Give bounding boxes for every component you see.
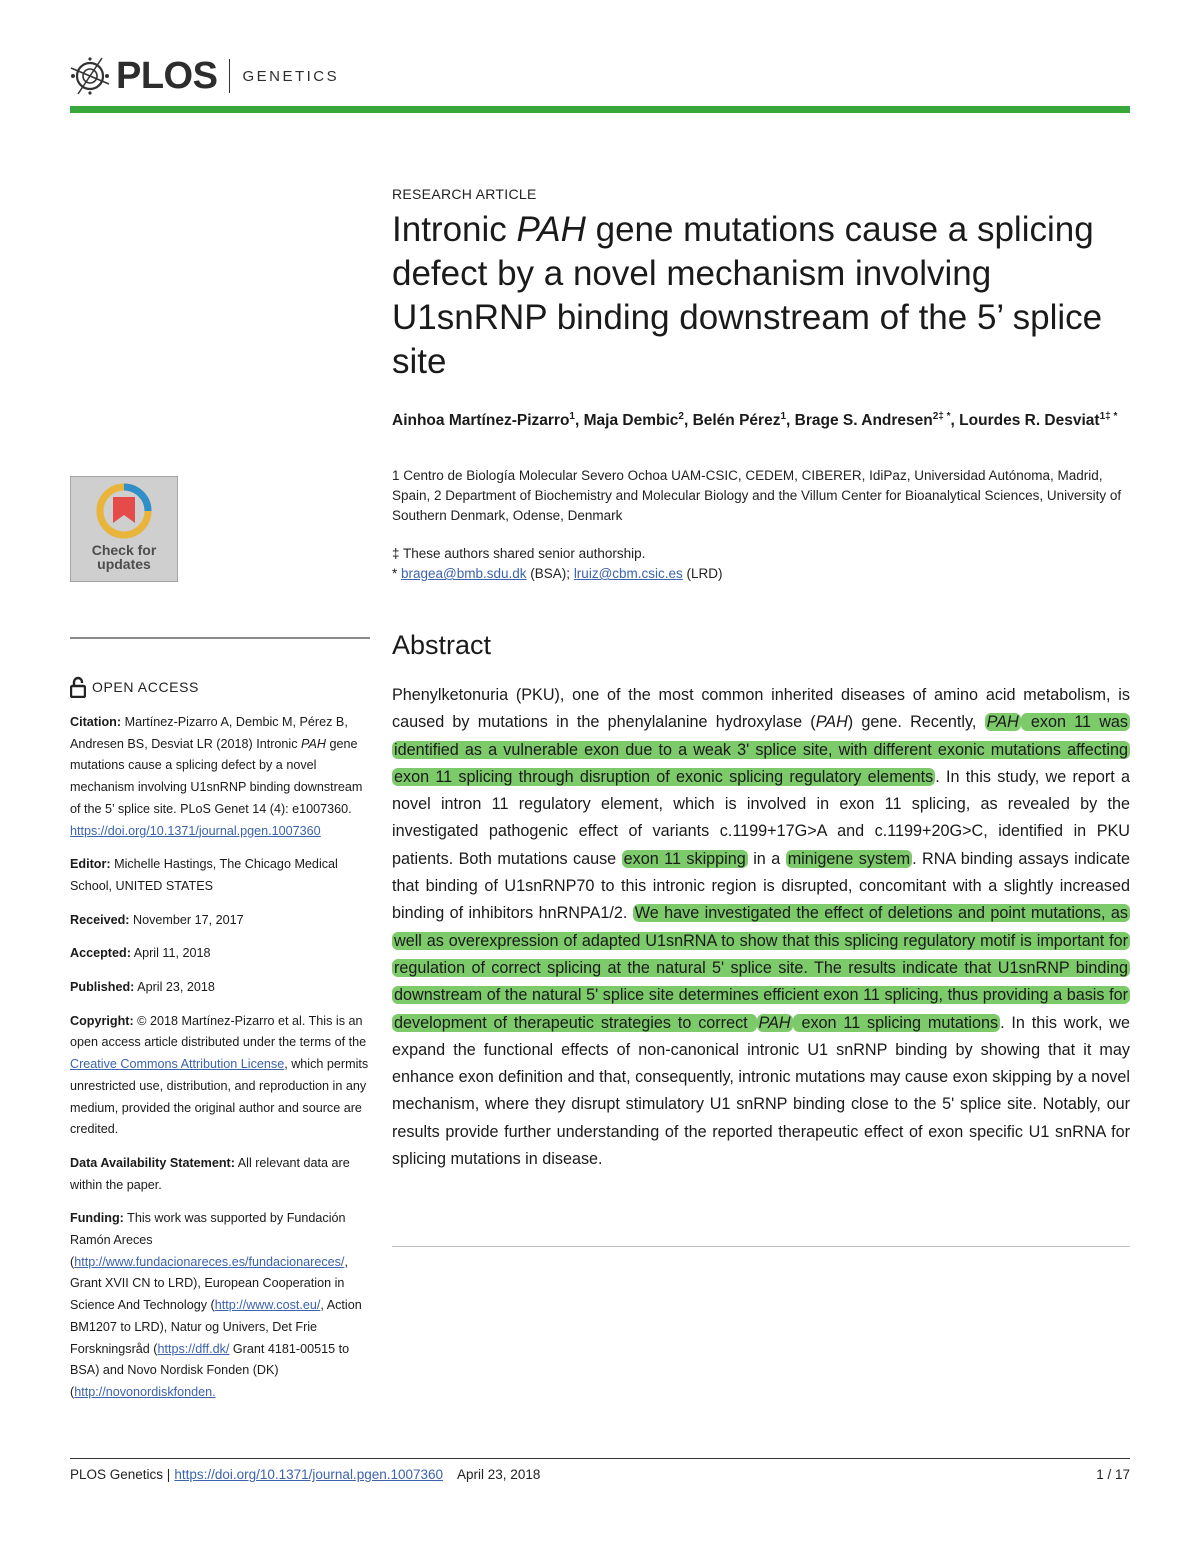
citation — [70, 712, 370, 842]
footer-journal: PLOS Genetics | — [70, 1467, 171, 1482]
accepted-date: April 11, 2018 — [130, 946, 211, 961]
header-rule — [70, 106, 1130, 113]
published — [70, 977, 370, 999]
title-text-2: gene mutations cause a splicing defect by a novel mechanism involving U1snRNP binding downstream of the 5’ splice site — [392, 210, 1103, 381]
abstract-segment: in a — [747, 849, 786, 868]
funding-text: This work was supported by Fundación Ramón Areces ( — [70, 1211, 346, 1269]
received-date: November 17, 2017 — [129, 912, 244, 927]
plos-logo — [68, 54, 339, 98]
abstract-text — [392, 682, 1130, 1173]
funding-link-dff[interactable]: https://dff.dk/ — [157, 1341, 230, 1356]
funding-link-areces[interactable]: http://www.fundacionareces.es/fundacionareces/ — [74, 1254, 345, 1269]
abstract-segment: PAH — [815, 713, 848, 732]
editor-label: Editor: — [70, 857, 111, 872]
journal-name: GENETICS — [242, 67, 340, 85]
corresp-prefix: * — [392, 566, 402, 581]
highlighted-text: We have investigated the effect of deletions and point mutations, as well as overexpression of adapted U1snRNA to show that this splicing regulatory motif is important for regulation of correct splicing at the natural 5' splice site. The results indicate that U1snRNP binding downstream of the natural 5' splice site determines efficient exon 11 splicing, thus providing a basis for development of therapeutic strategies to correct — [394, 904, 1128, 1032]
copyright-text-2: , which permits unrestricted use, distribution, and reproduction in any medium, provided the original author and source are credited. — [70, 1057, 369, 1137]
abstract-divider — [392, 1246, 1130, 1247]
citation-text-2: gene mutations cause a splicing defect by a novel mechanism involving U1snRNP binding downstream of the 5’ splice site. PLoS Genet 14 (4): e1007360. — [70, 736, 363, 816]
citation-text: Martínez-Pizarro A, Dembic M, Pérez B, Andresen BS, Desviat LR (2018) Intronic — [70, 715, 348, 751]
author-name: Belén Pérez — [692, 412, 781, 430]
copyright-label: Copyright: — [70, 1013, 134, 1028]
article-title — [392, 208, 1132, 384]
correspondence — [392, 564, 723, 584]
page-number: 1 / 17 — [1096, 1467, 1130, 1482]
abstract-segment: . In this work, we expand the functional effects of non-canonical intronic U1 snRNP binding by showing that it may enhance exon definition and that, consequently, intronic mutations may cause exon skipping by a novel mechanism, where they disrupt stimulatory U1 snRNP binding close to the 5' splice site. Notably, our results provide further understanding of the reported therapeutic effect of exon specific U1 snRNA for splicing mutations in disease. — [392, 1013, 1131, 1169]
data-availability-label: Data Availability Statement: — [70, 1155, 235, 1170]
shared-authorship-note: ‡ These authors shared senior authorship. — [392, 546, 646, 561]
highlighted-text: exon 11 was identified as a vulnerable exon due to a weak 3' splice site, with different exonic mutations affecting exon 11 splicing through disruption of exonic splicing regulatory elements — [394, 713, 1128, 786]
email-link-lrd[interactable]: lruiz@cbm.csic.es — [573, 566, 683, 581]
logo-plos-text: PLOS — [116, 54, 218, 97]
author-affiliation-mark: 2 — [678, 411, 684, 422]
received — [70, 910, 370, 932]
funding — [70, 1208, 370, 1403]
published-label: Published: — [70, 980, 135, 995]
title-text: Intronic — [392, 210, 517, 249]
editor — [70, 854, 370, 897]
citation-doi-link[interactable]: https://doi.org/10.1371/journal.pgen.1007360 — [70, 823, 321, 838]
received-label: Received: — [70, 912, 130, 927]
highlighted-text: PAH — [986, 713, 1019, 732]
highlighted-text: exon 11 skipping — [623, 849, 746, 868]
data-availability — [70, 1153, 370, 1196]
copyright — [70, 1011, 370, 1141]
funding-label: Funding: — [70, 1211, 124, 1226]
funding-link-novo[interactable]: http://novonordiskfonden. — [74, 1384, 216, 1399]
footer-date: April 23, 2018 — [457, 1467, 541, 1482]
email-link-bsa[interactable]: bragea@bmb.sdu.dk — [401, 566, 527, 581]
open-access-label: OPEN ACCESS — [92, 679, 199, 695]
check-updates-label: Check for updates — [91, 542, 157, 572]
license-link[interactable]: Creative Commons Attribution License — [70, 1057, 285, 1072]
accepted-label: Accepted: — [70, 946, 131, 961]
article-metadata — [70, 712, 370, 1416]
check-for-updates-badge[interactable] — [70, 476, 178, 582]
footer-doi-link[interactable]: https://doi.org/10.1371/journal.pgen.1007360 — [174, 1467, 444, 1482]
highlighted-text: minigene system — [787, 849, 911, 868]
footer-rule — [70, 1458, 1130, 1459]
citation-label: Citation: — [70, 715, 122, 729]
author-affiliation-mark: 1 — [569, 411, 575, 422]
funding-text-3: , Action BM1207 to LRD), Natur og Univers, Det Frie Forskningsråd ( — [70, 1298, 362, 1356]
author-affiliation-mark: 1‡ * — [1099, 411, 1118, 422]
page-footer — [70, 1467, 540, 1482]
plos-logo-icon — [68, 54, 112, 98]
sidebar-divider — [70, 637, 370, 639]
author-affiliation-mark: 1 — [780, 411, 787, 422]
funding-link-cost[interactable]: http://www.cost.eu/ — [214, 1298, 321, 1313]
author-name: Lourdes R. Desviat — [959, 412, 1100, 430]
copyright-text: © 2018 Martínez-Pizarro et al. This is an open access article distributed under the terms of the — [70, 1013, 367, 1050]
check-updates-icon — [71, 477, 177, 543]
author-affiliation-mark: 2‡ * — [932, 411, 951, 422]
funding-text-4: Grant 4181-00515 to BSA) and Novo Nordisk Fonden (DK) ( — [70, 1341, 350, 1399]
open-access-badge — [70, 676, 199, 698]
affiliations: 1 Centro de Biología Molecular Severo Ochoa UAM-CSIC, CEDEM, CIBERER, IdiPaz, Universidad Autónoma, Madrid, Spain, 2 Department of Biochemistry and Molecular Biology and the Villum Center for Bioanalytical Sciences, University of Southern Denmark, Odense, Denmark — [392, 468, 1122, 523]
author-name: Ainhoa Martínez-Pizarro — [392, 412, 570, 430]
abstract-segment: Phenylketonuria (PKU), one of the most common inherited diseases of amino acid metabolism, is caused by mutations in the phenylalanine hydroxylase ( — [392, 686, 1130, 732]
published-date: April 23, 2018 — [134, 980, 215, 995]
author-name: Brage S. Andresen — [794, 412, 933, 430]
highlighted-text: exon 11 splicing mutations — [794, 1013, 999, 1032]
data-availability-text: All relevant data are within the paper. — [70, 1155, 350, 1192]
logo-divider — [229, 59, 230, 93]
email-tag-bsa: (BSA); — [526, 566, 574, 581]
author-name: Maja Dembic — [583, 412, 679, 430]
abstract-segment: . In this study, we report a novel intron 11 regulatory element, which is involved in exon 11 splicing, as revealed by the investigated pathogenic effect of variants c.1199+17G>A and c.1199+20G>C, identified in PKU patients. Both mutations cause — [392, 767, 1131, 868]
author-list: Ainhoa Martínez-Pizarro$^1$, Maja Dembic$^2$, Belén Pérez$^1$, Brage S. Andresen$^{2\ddagger *}$, Lourdes R. Desviat$^{1\ddagger *}$ — [392, 411, 1118, 430]
funding-text-2: , Grant XVII CN to LRD), European Cooperation in Science And Technology ( — [70, 1254, 348, 1313]
editor-value: Michelle Hastings, The Chicago Medical School, UNITED STATES — [70, 857, 338, 893]
email-tag-lrd: (LRD) — [682, 566, 723, 581]
citation-gene: PAH — [301, 736, 326, 751]
highlighted-text: PAH — [758, 1013, 791, 1032]
abstract-segment: ) gene. Recently, — [847, 713, 985, 732]
title-gene: PAH — [516, 210, 586, 249]
open-lock-icon — [70, 676, 86, 698]
abstract-segment: . RNA binding assays indicate that binding of U1snRNP70 to this intronic region is disrupted, concomitant with a slightly increased binding of inhibitors hnRNPA1/2. — [392, 849, 1130, 923]
abstract-heading: Abstract — [392, 630, 492, 660]
article-type: RESEARCH ARTICLE — [392, 186, 537, 202]
accepted — [70, 943, 370, 965]
